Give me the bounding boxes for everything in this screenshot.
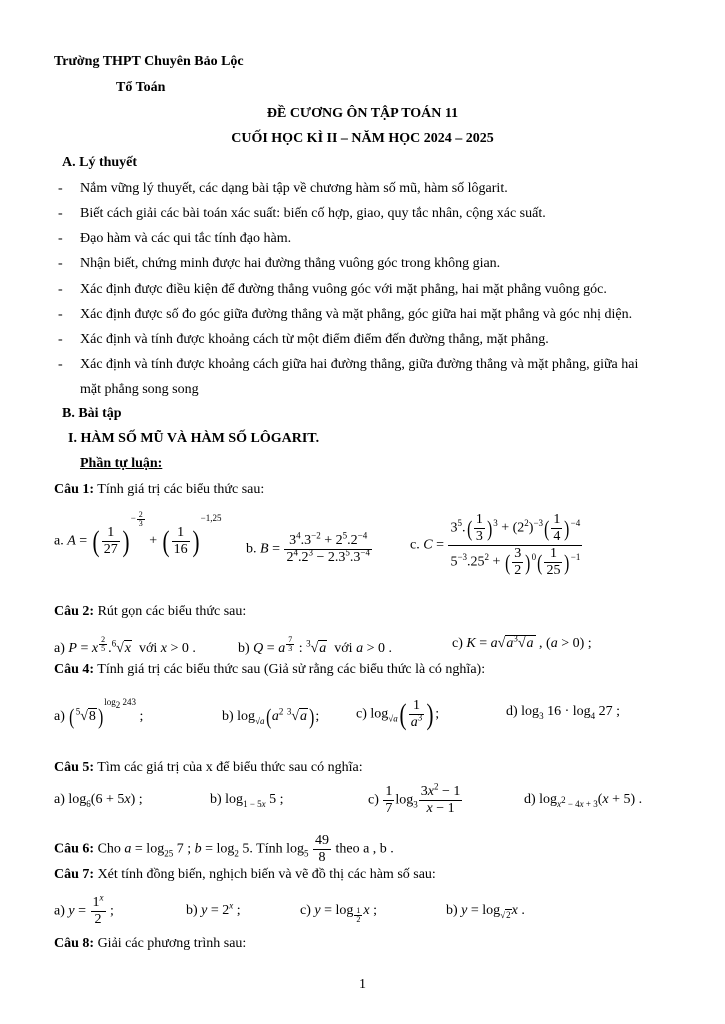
- question-label: Câu 8:: [54, 936, 95, 951]
- list-item: Xác định và tính được khoảng cách từ một điểm điểm đến đường thẳng, mặt phẳng.: [80, 332, 549, 347]
- item-label: c): [300, 903, 311, 918]
- item-label: d): [524, 792, 536, 807]
- question-text: Tính giá trị các biểu thức sau (Giả sử rằng các biểu thức là có nghĩa):: [94, 662, 486, 677]
- item-label: b.: [246, 541, 257, 557]
- question-text: Xét tính đồng biến, nghịch biến và vẽ đồ thị các hàm số sau:: [94, 867, 436, 882]
- item-label: a): [54, 709, 65, 725]
- q5-expr-c: c) $\frac{1}{7}$ $\log_3$ $\frac{3x^2 - 1}{x - 1}$: [368, 781, 461, 816]
- q5-expr-b: b) $\log_{1 - 5x} 5$ ;: [210, 792, 284, 809]
- question-text: Giải các phương trình sau:: [94, 936, 247, 951]
- bullet-dash: -: [58, 332, 63, 347]
- q4-expr-c: c) $\log_{√a}$( $\frac{1}{a^3}$ ) ;: [356, 697, 440, 731]
- q5-expr-d: d) $\log_{x^2 - 4x + 3}(x + 5)$ .: [524, 792, 643, 809]
- inline-word: với: [334, 641, 353, 657]
- list-item: Nắm vững lý thuyết, các dạng bài tập về chương hàm số mũ, hàm số lôgarit.: [80, 181, 508, 196]
- question-text: Tính giá trị các biểu thức sau:: [94, 482, 265, 497]
- q7-expr-c: c) y = log $_{\frac{1}{2}}$ x ;: [300, 903, 378, 925]
- item-label: c.: [410, 537, 420, 553]
- question-8: [54, 936, 246, 952]
- item-label: c): [356, 706, 367, 722]
- q1-expr-b: b. B = $\frac{3^4.3^{-2} + 2^5.2^{-4}}{2^4.2^3 - 2.3^5.3^{-4}}$: [246, 530, 370, 565]
- inline-word: với: [138, 641, 158, 657]
- q2-expr-c: c) $K = a√a^3√a$ , (a > 0) ;: [452, 633, 592, 651]
- inline-word: . Tính: [249, 841, 287, 857]
- q2-expr-a: a) P = x $^{\frac{2}{5}}$ .$^6$√x với x > 0 .: [54, 635, 196, 657]
- part-heading: Phần tự luận:: [80, 456, 163, 471]
- bullet-dash: -: [58, 206, 63, 221]
- question-6: Câu 6: Cho $a = \log_{25} 7$ ; $b = \log_2 5$. Tính $\log_5$ $\frac{49}{8}$ theo a , b .: [54, 833, 394, 865]
- list-item: Xác định được số đo góc giữa đường thẳng và mặt phẳng, góc giữa hai mặt phẳng và góc nhị diện.: [80, 307, 633, 322]
- item-label: b): [446, 903, 458, 918]
- question-text: Rút gọn các biểu thức sau:: [94, 604, 247, 619]
- q4-expr-b: b) $\log_{√a}(a^2$ $^3$√a);: [222, 704, 320, 729]
- q4-expr-d: d) $\log_3 16 \cdot \log_4 27$ ;: [506, 704, 621, 721]
- q7-expr-d: b) $y = \log_{√2}x$ .: [446, 903, 525, 920]
- question-label: Câu 5:: [54, 760, 95, 775]
- item-label: b): [186, 903, 198, 918]
- item-label: a): [54, 792, 65, 807]
- item-label: b): [238, 641, 250, 657]
- item-label: c): [368, 792, 379, 808]
- question-tail: theo a , b .: [331, 841, 394, 857]
- section-a-heading: A. Lý thuyết: [62, 155, 138, 170]
- question-5: [54, 760, 363, 776]
- q4-expr-a: a) $(^5√8)^{log_2 243}$ ;: [54, 696, 144, 729]
- item-label: a.: [54, 533, 64, 549]
- item-label: b): [210, 792, 222, 807]
- school-name: Trường THPT Chuyên Bảo Lộc: [54, 54, 244, 69]
- item-label: c): [452, 636, 463, 651]
- list-item-continuation: mặt phẳng song song: [80, 382, 199, 397]
- list-item: Biết cách giải các bài toán xác suất: biến cố hợp, giao, quy tắc nhân, cộng xác suất.: [80, 206, 546, 221]
- question-2: [54, 604, 246, 620]
- question-text: Cho: [94, 841, 125, 857]
- question-4: [54, 662, 485, 678]
- list-item: Đạo hàm và các qui tắc tính đạo hàm.: [80, 231, 292, 246]
- q1-expr-c: c. C = $3^5$.( $\frac{1}{3}$ )$^3 + (2^2)^{-3}$( $\frac{1}{4}$ )$^{-4}$ $5^{-3}.25^2$ + ( $\frac{3}{2}$ )$^0$( $\frac{1}{25}$ )$^{-1}$: [410, 512, 581, 578]
- item-label: d): [506, 704, 518, 719]
- bullet-dash: -: [58, 181, 63, 196]
- item-label: a): [54, 641, 65, 657]
- item-label: b): [222, 709, 234, 725]
- q7-expr-a: a) y = $\frac{1^x}{2}$ ;: [54, 892, 114, 927]
- question-label: Câu 4:: [54, 662, 95, 677]
- question-label: Câu 6:: [54, 841, 95, 857]
- bullet-dash: -: [58, 282, 63, 297]
- question-1: [54, 482, 264, 498]
- department: Tổ Toán: [116, 80, 166, 95]
- list-item: Xác định được điều kiện để đường thẳng vuông góc với mặt phẳng, hai mặt phẳng vuông góc.: [80, 282, 607, 297]
- question-label: Câu 7:: [54, 867, 95, 882]
- doc-title: ĐỀ CƯƠNG ÔN TẬP TOÁN 11: [266, 106, 459, 121]
- question-label: Câu 2:: [54, 604, 95, 619]
- bullet-dash: -: [58, 256, 63, 271]
- bullet-dash: -: [58, 357, 63, 372]
- question-text: Tìm các giá trị của x để biểu thức sau có nghĩa:: [94, 760, 363, 775]
- section-b-heading: B. Bài tập: [62, 406, 122, 421]
- bullet-dash: -: [58, 231, 63, 246]
- list-item: Nhận biết, chứng minh được hai đường thẳng vuông góc trong không gian.: [80, 256, 501, 271]
- item-label: a): [54, 903, 65, 919]
- question-label: Câu 1:: [54, 482, 95, 497]
- question-7: [54, 867, 436, 883]
- q7-expr-b: b) $y = 2^x$ ;: [186, 900, 241, 918]
- q2-expr-b: b) Q = a $^{\frac{7}{3}}$ : $^3$√a với a > 0 .: [238, 635, 392, 657]
- subsection-heading: I. HÀM SỐ MŨ VÀ HÀM SỐ LÔGARIT.: [68, 431, 320, 446]
- bullet-dash: -: [58, 307, 63, 322]
- doc-subtitle: CUỐI HỌC KÌ II – NĂM HỌC 2024 – 2025: [231, 131, 494, 146]
- page-number: 1: [359, 977, 366, 992]
- list-item: Xác định và tính được khoảng cách giữa hai đường thẳng, giữa đường thẳng và mặt phẳng, giữa hai: [80, 357, 639, 372]
- q5-expr-a: a) $\log_6(6 + 5x)$ ;: [54, 792, 143, 809]
- q1-expr-a: a. A = ( $\frac{1}{27}$ )$^{- \frac{2}{3}}$ + ( $\frac{1}{16}$ )$^{-1,25}$: [54, 509, 222, 558]
